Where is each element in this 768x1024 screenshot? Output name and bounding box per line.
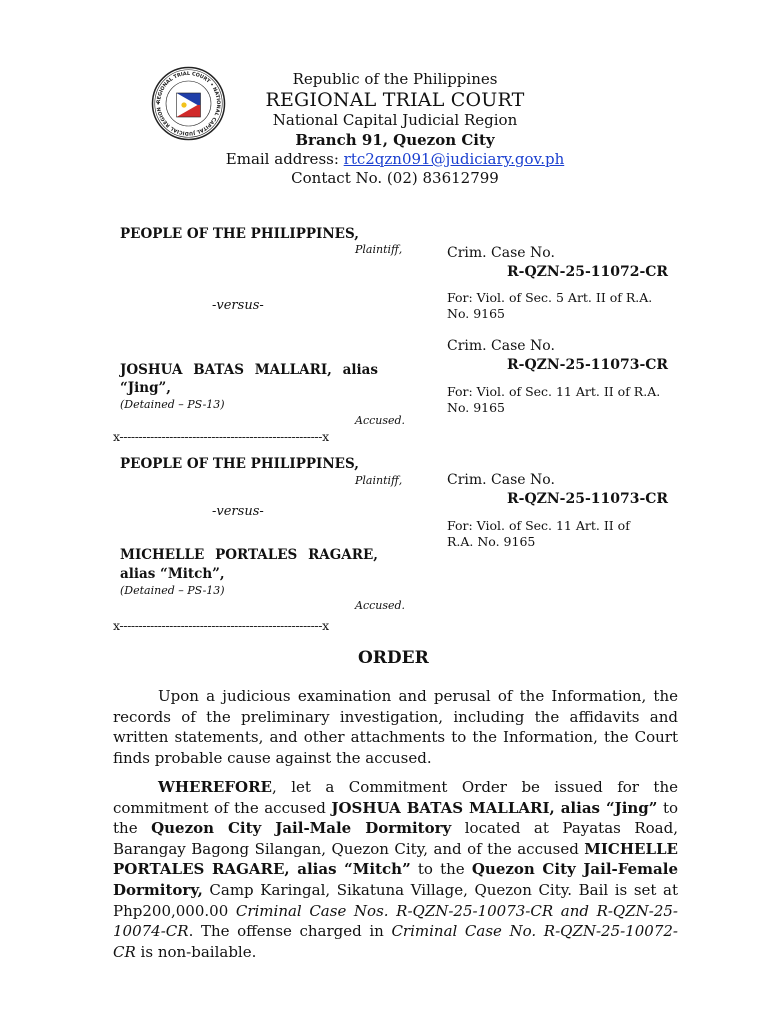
order-text: Camp Karingal, Sikatuna Village, Quezon City. Bail is set at Php200,000.00 xyxy=(113,880,678,920)
versus-label: -versus- xyxy=(212,504,264,519)
svg-text:REGIONAL TRIAL COURT • NATIONA: REGIONAL TRIAL COURT • NATIONAL CAPITAL JUDICIAL REGION • xyxy=(155,70,222,137)
case-charge-line: For: Viol. of Sec. 5 Art. II of R.A. xyxy=(447,290,653,305)
order-text: , let a Commitment Order be issued for the commitment of the accused xyxy=(113,778,678,817)
accused-alias: alias “Mitch”, xyxy=(120,566,225,582)
order-paragraph-1: Upon a judicious examination and perusal of the Information, the records of the preliminary investigation, including the affidavits and written statements, and other attachments to the Information, the Court finds probable cause against the accused. xyxy=(113,687,678,767)
case-charge-line: No. 9165 xyxy=(447,400,506,415)
order-paragraph-2 xyxy=(113,777,678,962)
case-charge xyxy=(447,290,652,322)
branch-name: Branch 91, Quezon City xyxy=(295,131,495,149)
email-label: Email address: xyxy=(225,150,344,168)
order-title: ORDER xyxy=(358,648,429,668)
versus-label: -versus- xyxy=(212,298,264,313)
case-reference: Criminal Case Nos. R-QZN-25-10073-CR and R-QZN-25-10074-CR xyxy=(113,901,678,941)
accused-role: Accused. xyxy=(355,599,406,612)
case-label: Crim. Case No. xyxy=(447,245,555,261)
case-charge-line: For: Viol. of Sec. 11 Art. II of R.A. xyxy=(447,384,661,399)
email-link[interactable]: rtc2qzn091@judiciary.gov.ph xyxy=(343,150,565,168)
plaintiff-role: Plaintiff, xyxy=(355,474,403,487)
order-text: to the xyxy=(113,798,679,838)
order-text: . The offense charged in xyxy=(188,922,392,941)
caption-separator: x-----------------------------------------------------x xyxy=(113,429,329,444)
detained-note: (Detained – PS-13) xyxy=(120,584,225,597)
order-text: to the xyxy=(410,860,472,879)
plaintiff-name: PEOPLE OF THE PHILIPPINES, xyxy=(120,456,359,472)
case-charge-line: For: Viol. of Sec. 11 Art. II of xyxy=(447,518,630,533)
accused-role: Accused. xyxy=(355,414,406,427)
republic-heading: Republic of the Philippines xyxy=(292,70,498,88)
wherefore-text: WHEREFORE xyxy=(158,778,272,796)
jail-name: Quezon City Jail-Female Dormitory, xyxy=(113,860,678,899)
court-name: REGIONAL TRIAL COURT xyxy=(265,89,525,111)
jail-name: Quezon City Jail-Male Dormitory xyxy=(151,819,452,838)
order-text: located at Payatas Road, Barangay Bagong Silangan, Quezon City, and of the accused xyxy=(113,819,678,858)
case-label: Crim. Case No. xyxy=(447,338,555,354)
judicial-region: National Capital Judicial Region xyxy=(272,111,518,129)
accused-name: JOSHUA BATAS MALLARI, alias xyxy=(120,362,378,378)
accused-name-ref: JOSHUA BATAS MALLARI, alias “Jing” xyxy=(331,798,658,817)
case-charge xyxy=(447,384,660,416)
contact-line: Contact No. (02) 83612799 xyxy=(291,169,499,187)
case-label: Crim. Case No. xyxy=(447,472,555,488)
case-charge xyxy=(447,518,630,550)
plaintiff-role: Plaintiff, xyxy=(355,243,403,256)
detained-note: (Detained – PS-13) xyxy=(120,398,225,411)
caption-separator: x-----------------------------------------------------x xyxy=(113,618,329,633)
accused-name: MICHELLE PORTALES RAGARE, xyxy=(120,547,378,563)
case-number: R-QZN-25-11072-CR xyxy=(507,264,669,280)
accused-alias: “Jing”, xyxy=(120,380,172,396)
order-text: is non-bailable. xyxy=(135,942,257,961)
case-charge-line: R.A. No. 9165 xyxy=(447,534,536,549)
plaintiff-name: PEOPLE OF THE PHILIPPINES, xyxy=(120,226,359,242)
case-reference: Criminal Case No. R-QZN-25-10072-CR xyxy=(113,922,678,961)
case-number: R-QZN-25-11073-CR xyxy=(507,491,669,507)
case-number: R-QZN-25-11073-CR xyxy=(507,357,669,373)
case-charge-line: No. 9165 xyxy=(447,306,506,321)
accused-name-ref: MICHELLE PORTALES RAGARE, alias “Mitch” xyxy=(113,839,678,879)
email-line xyxy=(160,150,630,168)
